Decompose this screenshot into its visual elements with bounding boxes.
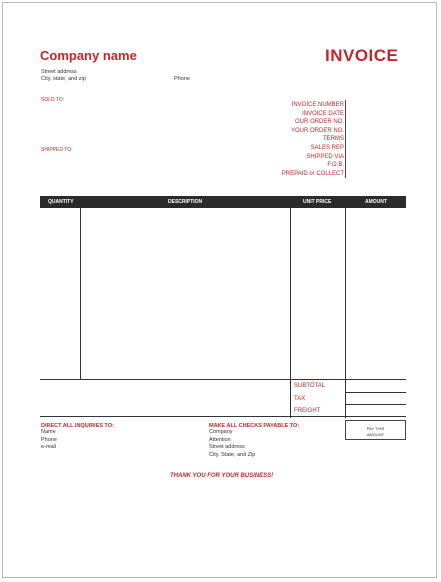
col-divider-description [290, 208, 291, 418]
field-invoice-date: INVOICE DATE [302, 110, 344, 117]
tax-label: TAX [294, 396, 306, 402]
field-invoice-number: INVOICE NUMBER [291, 102, 344, 108]
invoice-info-fields [282, 101, 344, 178]
pay-line-1: PAY THIS [366, 426, 385, 431]
invoice-title: INVOICE [325, 46, 399, 65]
subtotal-line [345, 392, 406, 393]
checks-company: Company [209, 429, 233, 435]
inquiries-block [41, 423, 114, 452]
totals-bottom-line [40, 416, 406, 417]
checks-block [209, 423, 299, 459]
pay-this-amount-text [346, 426, 405, 438]
field-fob: F.O.B. [327, 162, 344, 169]
field-shipped-via: SHIPPED VIA [306, 153, 344, 160]
inquiries-name: Name [41, 429, 56, 435]
tax-line [345, 404, 406, 405]
col-divider-unit-price [345, 208, 346, 418]
col-amount: AMOUNT [365, 199, 387, 205]
checks-city: City, State, and Zip [209, 451, 256, 458]
phone-label: Phone [174, 76, 190, 82]
city-state-zip: City, state, and zip [41, 76, 86, 82]
pay-line-2: AMOUNT [366, 432, 385, 437]
col-quantity: QUANTITY [48, 199, 74, 205]
info-divider [345, 100, 346, 178]
shipped-to-label: SHIPPED TO: [41, 147, 73, 153]
field-sales-rep: SALES REP [310, 144, 344, 151]
sold-to-label: SOLD TO: [41, 97, 65, 103]
pay-this-amount-box [345, 420, 406, 440]
col-unit-price: UNIT PRICE [303, 199, 332, 205]
col-divider-quantity [80, 208, 81, 380]
inquiries-heading: DIRECT ALL INQUIRIES TO: [41, 423, 114, 429]
freight-label: FREIGHT [294, 408, 321, 414]
street-address: Street address [41, 69, 77, 75]
checks-heading: MAKE ALL CHECKS PAYABLE TO: [209, 423, 300, 429]
checks-street: Street address [209, 444, 245, 450]
items-bottom-line [40, 379, 406, 380]
subtotal-label: SUBTOTAL [294, 383, 326, 389]
field-our-order-no: OUR ORDER NO. [294, 119, 344, 126]
field-prepaid-collect: PREPAID or COLLECT [281, 170, 344, 177]
inquiries-email: e-mail [41, 444, 56, 450]
company-name: Company name [40, 48, 137, 63]
items-table-header [40, 196, 406, 208]
thank-you-message: THANK YOU FOR YOUR BUSINESS! [170, 473, 274, 479]
field-your-order-no: YOUR ORDER NO. [290, 127, 344, 134]
col-description: DESCRIPTION [168, 199, 203, 205]
field-terms: TERMS [323, 136, 344, 143]
inquiries-phone: Phone [41, 436, 57, 443]
checks-attention: Attention [209, 436, 231, 443]
invoice-page [2, 2, 437, 578]
